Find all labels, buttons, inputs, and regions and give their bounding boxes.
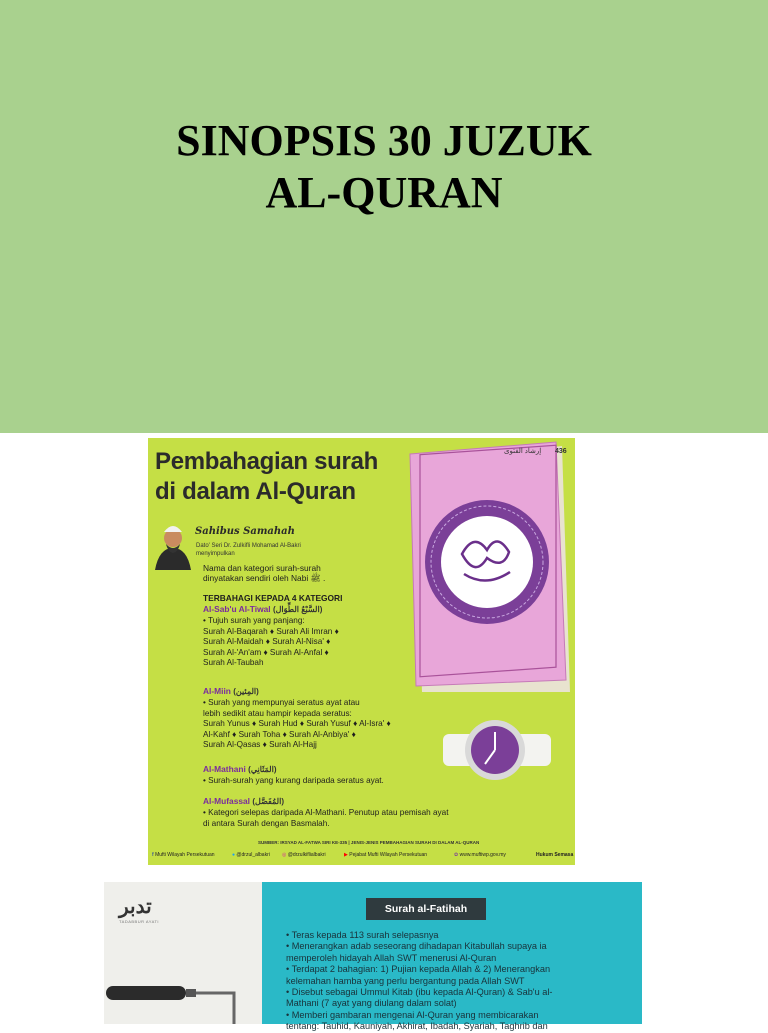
author-title: Sahibus Samahah [195, 526, 295, 537]
author-role-text: menyimpulkan [196, 551, 235, 557]
category-2-line: Al-Kahf ♦ Surah Toha ♦ Surah Al-Anbiya' ♦ [203, 729, 356, 739]
instagram-label: @drzulkiflialbakri [287, 852, 326, 858]
fatihah-points [286, 930, 626, 1033]
category-2-line: • Surah yang mempunyai seratus ayat atau [203, 698, 360, 707]
facebook-link[interactable] [152, 852, 215, 858]
fatihah-line: • Menerangkan adab seseorang dihadapan Kitabullah supaya ia [286, 941, 547, 952]
fatihah-line: • Memberi gambaran mengenai Al-Quran yang membicarakan [286, 1009, 539, 1020]
author-name-text: Dato' Seri Dr. Zulkifli Mohamad Al-Bakri [196, 543, 301, 549]
twitter-icon: ● [232, 852, 236, 858]
category-3-line: • Surah-surah yang kurang daripada seratus ayat. [203, 776, 384, 785]
surah-division-infographic [148, 438, 575, 865]
category-1-line: Surah Al-Taubah [203, 658, 264, 668]
fatihah-line: • Disebut sebagai Ummul Kitab (ibu kepada Al-Quran) & Sab'u al- [286, 987, 553, 998]
category-4-line: • Kategori selepas daripada Al-Mathani. Penutup atau pemisah ayat [203, 808, 449, 817]
author-name [196, 542, 301, 558]
fatihah-line: kelemahan hamba yang perlu bergantung pada Allah SWT [286, 975, 525, 986]
slide-title-line-2: AL-QURAN [265, 168, 503, 217]
category-2-line: Surah Yunus ♦ Surah Hud ♦ Surah Yusuf ♦ Al-Isra' ♦ [203, 719, 391, 729]
category-4-name [203, 796, 284, 806]
intro-line-1: Nama dan kategori surah-surah [203, 563, 321, 573]
fatihah-line: memperoleh hidayah Allah SWT menerusi Al-Quran [286, 952, 497, 963]
quran-book-illustration [402, 442, 574, 692]
surah-heading: Surah al-Fatihah [366, 898, 486, 920]
facebook-icon: f [152, 852, 154, 858]
brand-logo: تدبر [119, 896, 152, 918]
fatihah-line: tentang: Tauhid, Kauniyah, Akhirat, Ibadah, Syariah, Taghrib dan [286, 1021, 548, 1032]
fatihah-line: Mathani (7 ayat yang diulang dalam solat) [286, 998, 457, 1009]
category-4-details [203, 808, 448, 829]
brand-subtitle: TADABBUR AYATI [119, 919, 160, 924]
surah-fatihah-infographic [104, 882, 642, 1032]
infographic-title [155, 447, 378, 507]
title-slide [0, 0, 768, 433]
fatihah-line: • Teras kepada 113 surah selepasnya [286, 930, 439, 940]
category-3-details [203, 776, 384, 787]
category-1-line: • Tujuh surah yang panjang: [203, 616, 305, 625]
category-3-arabic: (المَثَانِي) [248, 765, 277, 774]
scholar-portrait [153, 516, 193, 570]
slide-title [0, 115, 768, 219]
category-2-label: Al-Miin [203, 686, 231, 696]
category-2-line: lebih sedikit atau hampir kepada seratus: [203, 708, 352, 718]
category-1-details [203, 616, 339, 669]
website-label: www.muftiwp.gov.my [459, 852, 506, 858]
youtube-icon: ▶ [344, 852, 348, 858]
category-4-line: di antara Surah dengan Basmalah. [203, 818, 330, 828]
category-1-line: Surah Al-Baqarah ♦ Surah Ali Imran ♦ [203, 626, 339, 636]
category-4-arabic: (المُفَصَّل) [252, 797, 285, 806]
watch-icon [443, 714, 553, 786]
categories-heading: TERBAHAGI KEPADA 4 KATEGORI [203, 593, 343, 603]
source-note: SUMBER: IRSYAD AL-FATWA SIRI KE-335 | JENIS-JENIS PEMBAHAGIAN SURAH DI DALAM AL-QURAN [258, 840, 480, 845]
category-2-line: Surah Al-Qasas ♦ Surah Al-Hajj [203, 740, 317, 750]
youtube-label: Pejabat Mufti Wilayah Persekutuan [349, 852, 428, 858]
paint-roller-icon [104, 882, 262, 1024]
category-4-label: Al-Mufassal [203, 796, 251, 806]
category-1-label: Al-Sab'u Al-Tiwal [203, 604, 271, 614]
series-number: 436 [555, 448, 567, 455]
category-2-name [203, 686, 259, 696]
twitter-link[interactable] [232, 852, 270, 858]
category-1-name [203, 604, 322, 614]
category-2-details [203, 698, 391, 751]
category-1-line: Surah Al-'An'am ♦ Surah Al-Anfal ♦ [203, 647, 329, 657]
twitter-label: @drzul_albakri [236, 852, 270, 858]
facebook-label: Mufti Wilayah Persekutuan [155, 852, 215, 858]
instagram-link[interactable] [282, 852, 326, 858]
brand-panel [104, 882, 262, 1024]
infographic-title-line-2: di dalam Al-Quran [155, 478, 356, 505]
series-label: إرشاد الفتوى [504, 448, 542, 455]
instagram-icon: ◎ [282, 852, 287, 858]
youtube-link[interactable] [344, 852, 427, 858]
category-2-arabic: (المِئين) [233, 687, 259, 696]
infographic-title-line-1: Pembahagian surah [155, 448, 378, 475]
intro-line-2: dinyatakan sendiri oleh Nabi ﷺ . [203, 573, 326, 583]
hukum-semasa-logo: Hukum Semasa [536, 852, 574, 858]
globe-icon: ✿ [454, 852, 459, 858]
category-3-name [203, 764, 277, 774]
category-3-label: Al-Mathani [203, 764, 246, 774]
category-1-arabic: (السَّبْعُ الطِّوَال) [272, 605, 323, 614]
slide-title-line-1: SINOPSIS 30 JUZUK [176, 116, 592, 165]
website-link[interactable] [454, 852, 506, 858]
fatihah-line: • Terdapat 2 bahagian: 1) Pujian kepada Allah & 2) Menerangkan [286, 964, 551, 975]
category-1-line: Surah Al-Maidah ♦ Surah Al-Nisa' ♦ [203, 637, 331, 647]
